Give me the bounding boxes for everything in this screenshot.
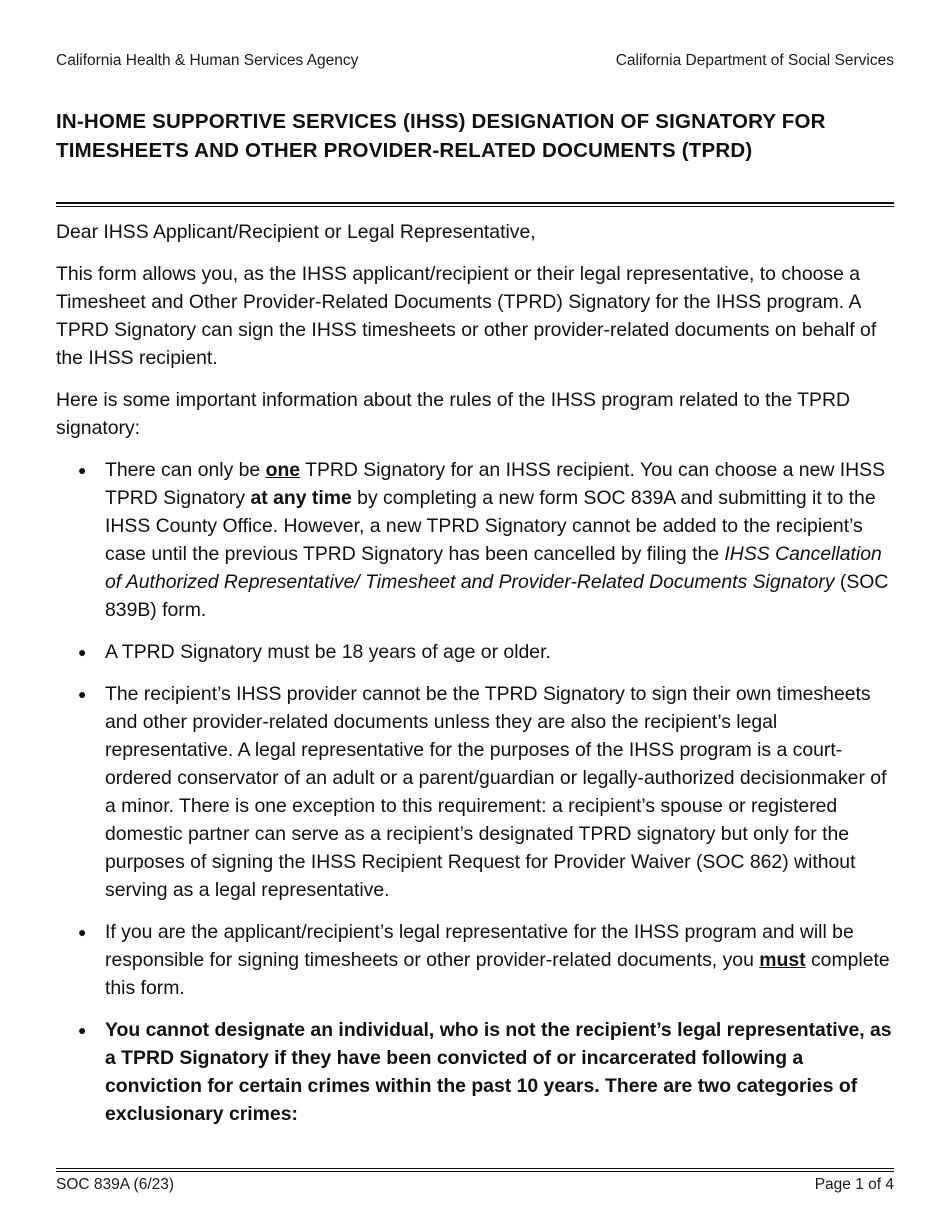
page-header — [56, 52, 894, 70]
title-divider — [56, 202, 894, 207]
list-item: ● The recipient’s IHSS provider cannot be the TPRD Signatory to sign their own timesheets and other provider-related documents unless they are also the recipient’s legal representative. A legal representative for the purposes of the IHSS program is a court-ordered conservator of an adult or a parent/guardian or legally-authorized decisionmaker of a minor. There is one exception to this requirement: a recipient’s spouse or registered domestic partner can serve as a recipient’s designated TPRD signatory but only for the purposes of signing the IHSS Recipient Request for Provider Waiver (SOC 862) without serving as a legal representative. — [56, 680, 896, 904]
bullet-icon: ● — [78, 924, 87, 940]
salutation: Dear IHSS Applicant/Recipient or Legal Representative, — [56, 221, 536, 243]
document-title: IN-HOME SUPPORTIVE SERVICES (IHSS) DESIGNATION OF SIGNATORY FOR TIMESHEETS AND OTHER PROVIDER-RELATED DOCUMENTS (TPRD) — [56, 110, 826, 162]
emphasis-one: one — [265, 459, 301, 481]
bullet-icon: ● — [78, 686, 87, 702]
emphasis-must: must — [759, 949, 806, 971]
intro-paragraph: This form allows you, as the IHSS applicant/recipient or their legal representative, to choose a Timesheet and Other Provider-Related Documents (TPRD) Signatory for the IHSS program. A TPRD Signatory can sign the IHSS timesheets or other provider-related documents on behalf of the IHSS recipient. — [56, 263, 877, 369]
bullet-icon: ● — [78, 644, 87, 660]
bullet-icon: ● — [78, 1022, 87, 1038]
document-body — [56, 218, 896, 1142]
list-item: ● You cannot designate an individual, who is not the recipient’s legal representative, as a TPRD Signatory if they have been convicted of or incarcerated following a conviction for certain crimes within the past 10 years. There are two categories of exclusionary crimes: — [56, 1016, 896, 1128]
bullet-icon: ● — [78, 462, 87, 478]
rules-intro-paragraph: Here is some important information about the rules of the IHSS program related to the TPRD signatory: — [56, 389, 850, 439]
form-id: SOC 839A (6/23) — [56, 1176, 175, 1193]
department-name: California Department of Social Services — [615, 52, 894, 69]
list-item: ● A TPRD Signatory must be 18 years of age or older. — [56, 638, 896, 666]
rules-list — [56, 456, 896, 1128]
list-item: ● There can only be one TPRD Signatory for an IHSS recipient. You can choose a new IHSS TPRD Signatory at any time by completing a new form SOC 839A and submitting it to the IHSS County Office. However, a new TPRD Signatory cannot be added to the recipient’s case until the previous TPRD Signatory has been cancelled by filing the IHSS Cancellation of Authorized Representative/ Timesheet and Provider-Related Documents Signatory (SOC 839B) form. — [56, 456, 896, 624]
emphasis-at-any-time: at any time — [250, 487, 352, 509]
form-name-soc839b: IHSS Cancellation of Authorized Representative/ Timesheet and Provider-Related Documents Signatory — [105, 543, 882, 593]
page-number: Page 1 of 4 — [814, 1176, 894, 1193]
page-footer — [56, 1176, 894, 1194]
agency-name: California Health & Human Services Agency — [56, 52, 359, 69]
footer-divider — [56, 1168, 894, 1172]
list-item: ● If you are the applicant/recipient’s legal representative for the IHSS program and will be responsible for signing timesheets or other provider-related documents, you must complete this form. — [56, 918, 896, 1002]
